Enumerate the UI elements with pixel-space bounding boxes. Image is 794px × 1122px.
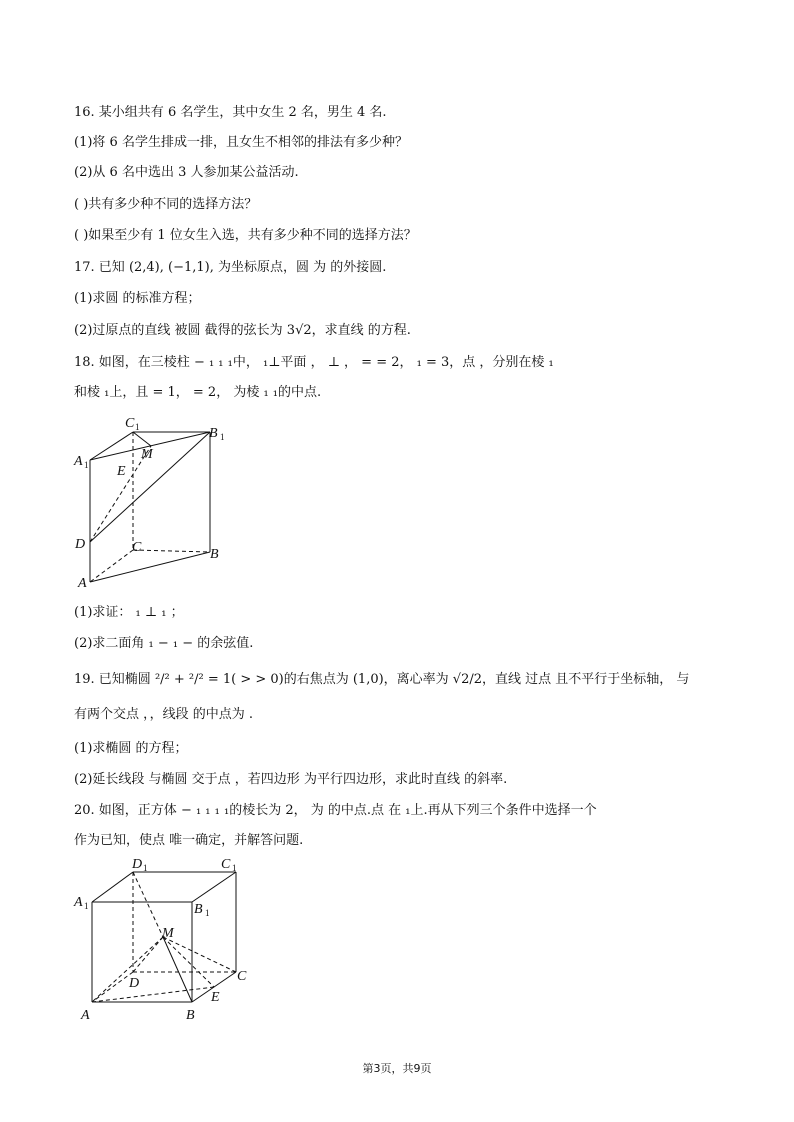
problem-line: 有两个交点 ，，线段 的中点为 .: [74, 707, 254, 722]
label-M: M: [162, 926, 174, 941]
problem-line: 17. 已知 (2,4), (−1,1), 为坐标原点，圆 为 的外接圆.: [74, 260, 387, 275]
problem-line: 18. 如图，在三棱柱 − ₁ ₁ ₁中， ₁⊥平面 ， ⊥ ， = = 2， ₁ = 3，点 ，分别在棱 ₁: [74, 355, 554, 370]
cube-figure: [70, 852, 260, 1024]
label-A1-sub: 1: [84, 460, 89, 470]
label-A1: A: [74, 454, 83, 469]
label-A: A: [78, 576, 87, 591]
label-C: C: [132, 540, 142, 555]
problem-line: (1)求证： ₁ ⊥ ₁ ；: [74, 605, 184, 620]
label-D1: D: [132, 857, 143, 872]
problem-line: 20. 如图，正方体 − ₁ ₁ ₁ ₁的棱长为 2， 为 的中点.点 在 ₁上.再从下列三个条件中选择一个: [74, 803, 597, 818]
label-A1: A: [74, 895, 83, 910]
problem-line: 19. 已知椭圆 ²/² + ²/² = 1( > > 0)的右焦点为 (1,0)，离心率为 √2/2，直线 过点 且不平行于坐标轴， 与: [74, 672, 690, 687]
label-A1-sub: 1: [84, 901, 89, 911]
label-C1-sub: 1: [135, 422, 140, 432]
label-C1: C: [125, 416, 135, 431]
problem-line: (2)过原点的直线 被圆 截得的弦长为 3√2，求直线 的方程.: [74, 323, 411, 338]
label-D: D: [75, 537, 86, 552]
label-D1-sub: 1: [143, 863, 148, 873]
label-M: M: [141, 447, 153, 462]
problem-line: ( )如果至少有 1 位女生入选，共有多少种不同的选择方法？: [74, 228, 417, 243]
problem-line: (1)求圆 的标准方程；: [74, 291, 201, 306]
label-C1: C: [221, 857, 231, 872]
problem-line: 作为已知，使点 唯一确定，并解答问题.: [74, 833, 304, 848]
label-B1-sub: 1: [220, 432, 225, 442]
label-C1-sub: 1: [232, 863, 237, 873]
prism-figure: [70, 412, 240, 592]
label-A: A: [81, 1008, 90, 1023]
problem-line: 16. 某小组共有 6 名学生，其中女生 2 名，男生 4 名.: [74, 105, 387, 120]
problem-line: 和棱 ₁上，且 = 1， = 2， 为棱 ₁ ₁的中点.: [74, 385, 322, 400]
problem-line: (2)从 6 名中选出 3 人参加某公益活动.: [74, 165, 299, 180]
label-E: E: [211, 990, 220, 1005]
label-E: E: [117, 464, 126, 479]
label-D: D: [129, 976, 140, 991]
problem-line: (1)求椭圆 的方程；: [74, 741, 188, 756]
page-footer: 第3页，共9页: [362, 1062, 432, 1075]
label-B: B: [186, 1008, 195, 1023]
label-B: B: [210, 547, 219, 562]
problem-line: (1)将 6 名学生排成一排，且女生不相邻的排法有多少种？: [74, 135, 408, 150]
problem-line: ( )共有多少种不同的选择方法？: [74, 197, 258, 212]
problem-line: (2)求二面角 ₁ − ₁ − 的余弦值.: [74, 636, 254, 651]
label-C: C: [237, 969, 247, 984]
label-B1: B: [209, 426, 218, 441]
label-B1-sub: 1: [205, 908, 210, 918]
label-B1: B: [194, 902, 203, 917]
problem-line: (2)延长线段 与椭圆 交于点 ，若四边形 为平行四边形，求此时直线 的斜率.: [74, 772, 508, 787]
